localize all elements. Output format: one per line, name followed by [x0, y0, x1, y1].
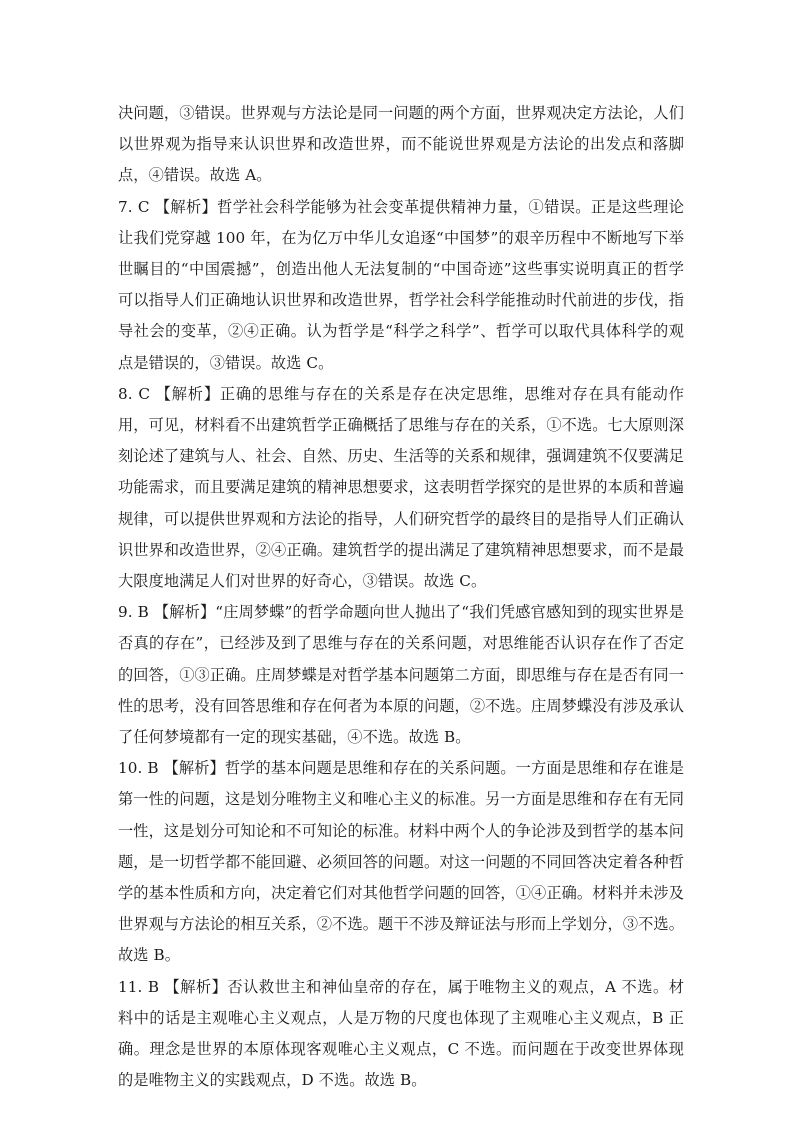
answer-explanations-page	[118, 98, 684, 1097]
explanation-continued: 决问题，③错误。世界观与方法论是同一问题的两个方面，世界观决定方法论，人们以世界观为指导来认识世界和改造世界，而不能说世界观是方法论的出发点和落脚点，④错误。故选 A。	[118, 104, 684, 185]
explanation-q9: 9. B 【解析】“庄周梦蝶”的哲学命题向世人抛出了“我们凭感官感知到的现实世界是否真的存在”，已经涉及到了思维与存在的关系问题，对思维能否认识存在作了否定的回答，①③正确。庄周梦蝶是对哲学基本问题第二方面，即思维与存在是否有同一性的思考，没有回答思维和存在何者为本原的问题，②不选。庄周梦蝶没有涉及承认了任何梦境都有一定的现实基础，④不选。故选 B。	[118, 603, 684, 747]
explanation-q10: 10. B 【解析】哲学的基本问题是思维和存在的关系问题。一方面是思维和存在谁是第一性的问题，这是划分唯物主义和唯心主义的标准。另一方面是思维和存在有无同一性，这是划分可知论和不可知论的标准。材料中两个人的争论涉及到哲学的基本问题，是一切哲学都不能回避、必须回答的问题。对这一问题的不同回答决定着各种哲学的基本性质和方向，决定着它们对其他哲学问题的回答，①④正确。材料并未涉及世界观与方法论的相互关系，②不选。题干不涉及辩证法与形而上学划分，③不选。故选 B。	[118, 759, 684, 965]
explanation-q11: 11. B 【解析】否认救世主和神仙皇帝的存在，属于唯物主义的观点，A 不选。材料中的话是主观唯心主义观点，人是万物的尺度也体现了主观唯心主义观点，B 正确。理念是世界的本原体现客观唯心主义观点，C 不选。而问题在于改变世界体现的是唯物主义的实践观点，D 不选。故选 B。	[118, 977, 684, 1090]
explanation-q8: 8. C 【解析】正确的思维与存在的关系是存在决定思维，思维对存在具有能动作用，可见，材料看不出建筑哲学正确概括了思维与存在的关系，①不选。七大原则深刻论述了建筑与人、社会、自然、历史、生活等的关系和规律，强调建筑不仅要满足功能需求，而且要满足建筑的精神思想要求，这表明哲学探究的是世界的本质和普遍规律，可以提供世界观和方法论的指导，人们研究哲学的最终目的是指导人们正确认识世界和改造世界，②④正确。建筑哲学的提出满足了建筑精神思想要求，而不是最大限度地满足人们对世界的好奇心，③错误。故选 C。	[118, 384, 684, 591]
explanation-q7: 7. C 【解析】哲学社会科学能够为社会变革提供精神力量，①错误。正是这些理论让我们党穿越 100 年，在为亿万中华儿女追逐“中国梦”的艰辛历程中不断地写下举世瞩目的“中国震撼”，创造出他人无法复制的“中国奇迹”这些事实说明真正的哲学可以指导人们正确地认识世界和改造世界，哲学社会科学能推动时代前进的步伐，指导社会的变革，②④正确。认为哲学是“科学之科学”、哲学可以取代具体科学的观点是错误的，③错误。故选 C。	[118, 197, 684, 372]
